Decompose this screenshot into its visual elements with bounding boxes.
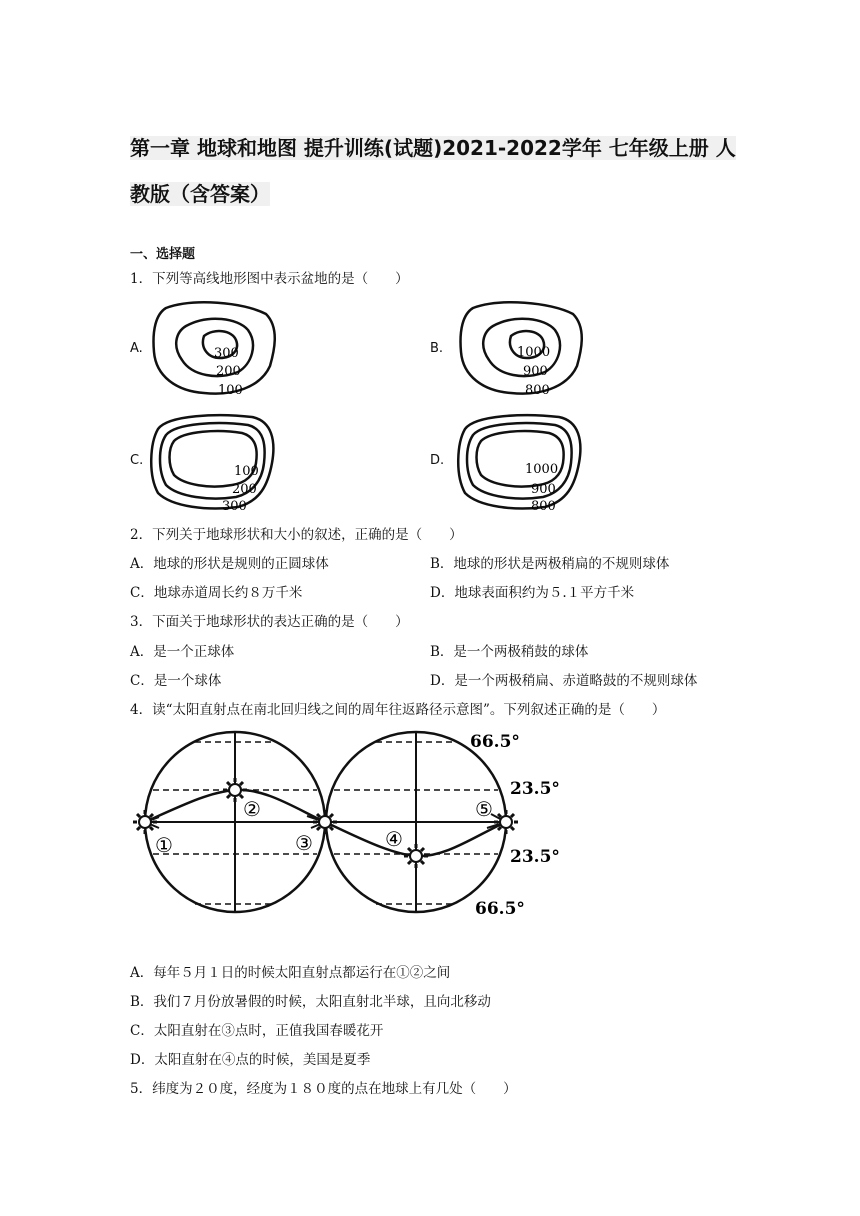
q1-option-d-map (455, 413, 590, 513)
contour-label: 1000 (525, 462, 559, 477)
q2-option-b: B．地球的形状是两极稍扁的不规则球体 (430, 556, 670, 572)
q4-option-c: C．太阳直射在③点时，正值我国春暖花开 (130, 1023, 384, 1039)
q4-stem: 4．读“太阳直射点在南北回归线之间的周年往返路径示意图”。下列叙述正确的是（ ） (130, 702, 666, 718)
q1-stem: 1．下列等高线地形图中表示盆地的是（ ） (130, 271, 409, 287)
contour-label: 100 (218, 383, 243, 398)
q5-stem: 5．纬度为２０度，经度为１８０度的点在地球上有几处（ ） (130, 1081, 517, 1097)
q2-option-c: C．地球赤道周长约８万千米 (130, 585, 303, 601)
contour-label: 800 (531, 499, 556, 513)
doc-title-line2: 教版（含答案） (130, 182, 270, 206)
q4-option-b: B．我们７月份放暑假的时候，太阳直射北半球，且向北移动 (130, 994, 491, 1010)
sun-marker-3 (313, 810, 337, 834)
point-label-5: ⑤ (475, 797, 493, 821)
q1-option-b-map (455, 300, 590, 400)
section-heading: 一、选择题 (130, 247, 196, 262)
q1-option-a-map (148, 300, 283, 400)
q2-stem: 2．下列关于地球形状和大小的叙述，正确的是（ ） (130, 527, 463, 543)
lat-label-s66: 66.5° (475, 899, 525, 919)
contour-label: 200 (216, 364, 241, 379)
q1-option-a-label: A. (130, 341, 143, 356)
q2-option-a: A．地球的形状是规则的正圆球体 (130, 556, 329, 572)
q3-option-c: C．是一个球体 (130, 673, 222, 689)
contour-label: 300 (214, 346, 239, 361)
sun-marker-4 (404, 844, 428, 868)
q2-option-d: D．地球表面积约为５.１平方千米 (430, 585, 635, 601)
q3-option-b: B．是一个两极稍鼓的球体 (430, 644, 589, 660)
lat-label-n23: 23.5° (510, 779, 560, 799)
point-label-1: ① (155, 833, 173, 857)
point-label-3: ③ (295, 831, 313, 855)
q3-stem: 3．下面关于地球形状的表达正确的是（ ） (130, 614, 409, 630)
sun-path-diagram (125, 724, 565, 924)
contour-label: 1000 (517, 345, 551, 360)
contour-label: 200 (232, 482, 257, 497)
point-label-2: ② (243, 797, 261, 821)
contour-label: 900 (531, 482, 556, 497)
contour-label: 900 (523, 364, 548, 379)
q1-option-d-label: D. (430, 453, 445, 468)
lat-label-n66: 66.5° (470, 732, 520, 752)
doc-title-line1: 第一章 地球和地图 提升训练(试题)2021-2022学年 七年级上册 人 (130, 136, 736, 160)
q1-option-b-label: B. (430, 341, 444, 356)
contour-label: 800 (525, 383, 550, 398)
q3-option-d: D．是一个两极稍扁、赤道略鼓的不规则球体 (430, 673, 698, 689)
sun-marker-5 (494, 810, 518, 834)
q1-option-c-map (148, 413, 283, 513)
q4-option-d: D．太阳直射在④点的时候，美国是夏季 (130, 1052, 371, 1068)
q4-option-a: A．每年５月１日的时候太阳直射点都运行在①②之间 (130, 965, 451, 981)
sun-marker-1 (133, 810, 157, 834)
contour-label: 300 (222, 499, 247, 513)
lat-label-s23: 23.5° (510, 847, 560, 867)
q3-option-a: A．是一个正球体 (130, 644, 235, 660)
point-label-4: ④ (385, 827, 403, 851)
contour-label: 100 (234, 464, 259, 479)
q1-option-c-label: C. (130, 453, 144, 468)
